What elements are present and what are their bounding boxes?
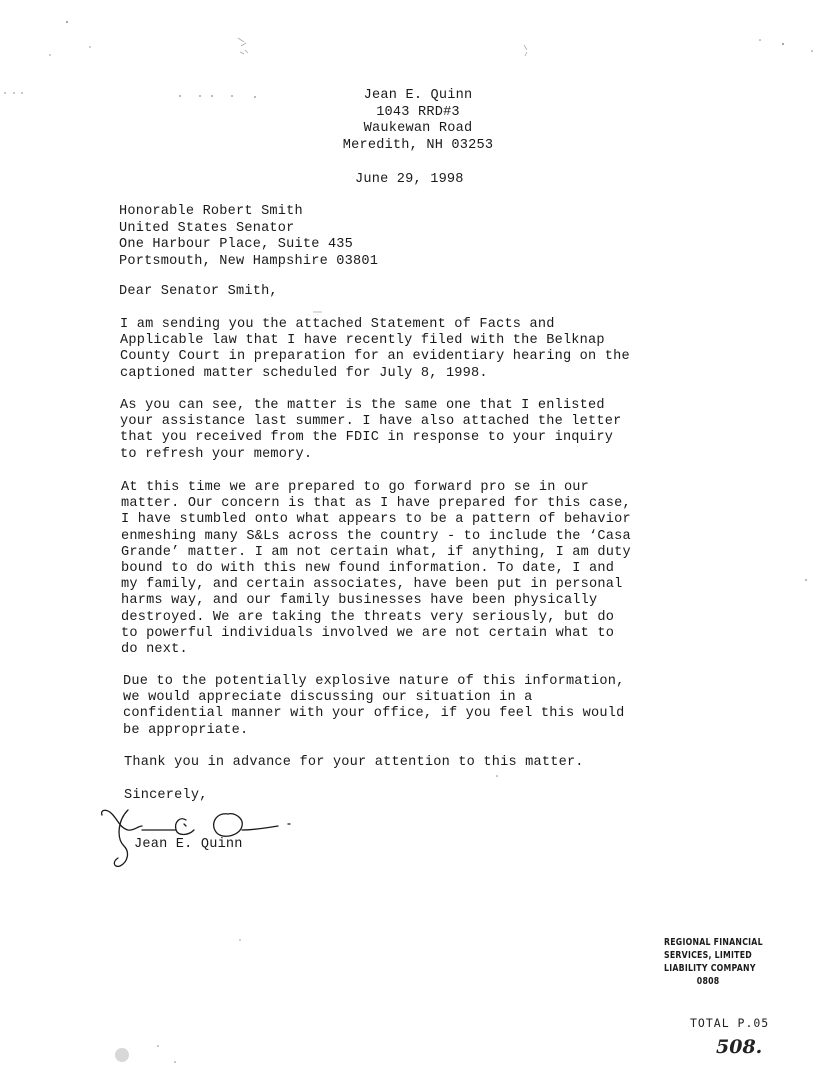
paragraph-line: As you can see, the matter is the same one that I enlisted [120,398,605,413]
closing: Sincerely, [124,788,208,803]
sender-address-block [330,88,506,154]
sender-address-line2: Waukewan Road [363,121,473,136]
sender-name: Jean E. Quinn [363,88,473,103]
paragraph-line: confidential manner with your office, if you feel this would [123,706,625,722]
paragraph-line: Grande’ matter. I am not certain what, if anything, I am duty [121,544,631,560]
recipient-address-block [119,204,378,270]
paragraph-line: do next. [121,642,188,658]
paragraph-line: captioned matter scheduled for July 8, 1998. [120,365,488,381]
paragraph-line: to refresh your memory. [120,446,313,462]
signer-name: Jean E. Quinn [134,837,243,852]
company-stamp [664,936,763,988]
salutation: Dear Senator Smith, [119,284,278,299]
paragraph-line: County Court in preparation for an evidentiary hearing on the [120,349,630,365]
paragraph-line: Thank you in advance for your attention to this matter. [124,755,584,770]
sender-city-state-zip: Meredith, NH 03253 [342,137,494,153]
body-paragraph-1 [120,317,630,382]
stamp-line3: LIABILITY COMPANY [664,963,756,974]
paragraph-line: Applicable law that I have recently filed with the Belknap [120,333,605,349]
body-paragraph-3 [121,480,631,658]
paragraph-line: bound to do with this new found information. To date, I and [121,561,615,577]
page-number-mark: 508. [716,1036,763,1058]
paragraph-line: At this time we are prepared to go forward pro se in our [121,480,590,495]
paragraph-line: that you received from the FDIC in response to your inquiry [120,430,614,446]
paragraph-line: enmeshing many S&Ls across the country - to include the ‘Casa [121,528,631,544]
paragraph-line: my family, and certain associates, have been put in personal [121,577,623,593]
stamp-line1: REGIONAL FINANCIAL [664,937,763,948]
paragraph-line: destroyed. We are taking the threats very seriously, but do [121,609,615,625]
letter-date: June 29, 1998 [355,172,464,187]
fax-total-pages: TOTAL P.05 [690,1016,770,1030]
body-paragraph-4 [123,674,624,739]
paragraph-line: Due to the potentially explosive nature of this information, [123,674,625,689]
body-paragraph-5 [124,755,584,771]
paragraph-line: harms way, and our family businesses have been physically [121,593,598,609]
recipient-line4: Portsmouth, New Hampshire 03801 [119,253,379,269]
paragraph-line: your assistance last summer. I have also attached the letter [120,414,622,430]
recipient-line1: Honorable Robert Smith [119,204,303,219]
paragraph-line: I have stumbled onto what appears to be a pattern of behavior [121,512,631,528]
paragraph-line: be appropriate. [123,722,249,738]
stamp-line2: SERVICES, LIMITED [664,950,752,961]
paragraph-line: we would appreciate discussing our situation in a [123,690,533,706]
paragraph-line: to powerful individuals involved we are not certain what to [121,625,615,641]
stamp-number: 0808 [696,976,720,987]
sender-address-line1: 1043 RRD#3 [376,104,460,120]
body-paragraph-2 [120,398,621,463]
paragraph-line: matter. Our concern is that as I have prepared for this case, [121,496,631,512]
recipient-line2: United States Senator [119,220,295,236]
recipient-line3: One Harbour Place, Suite 435 [119,237,354,252]
paragraph-line: I am sending you the attached Statement of Facts and [120,317,555,332]
